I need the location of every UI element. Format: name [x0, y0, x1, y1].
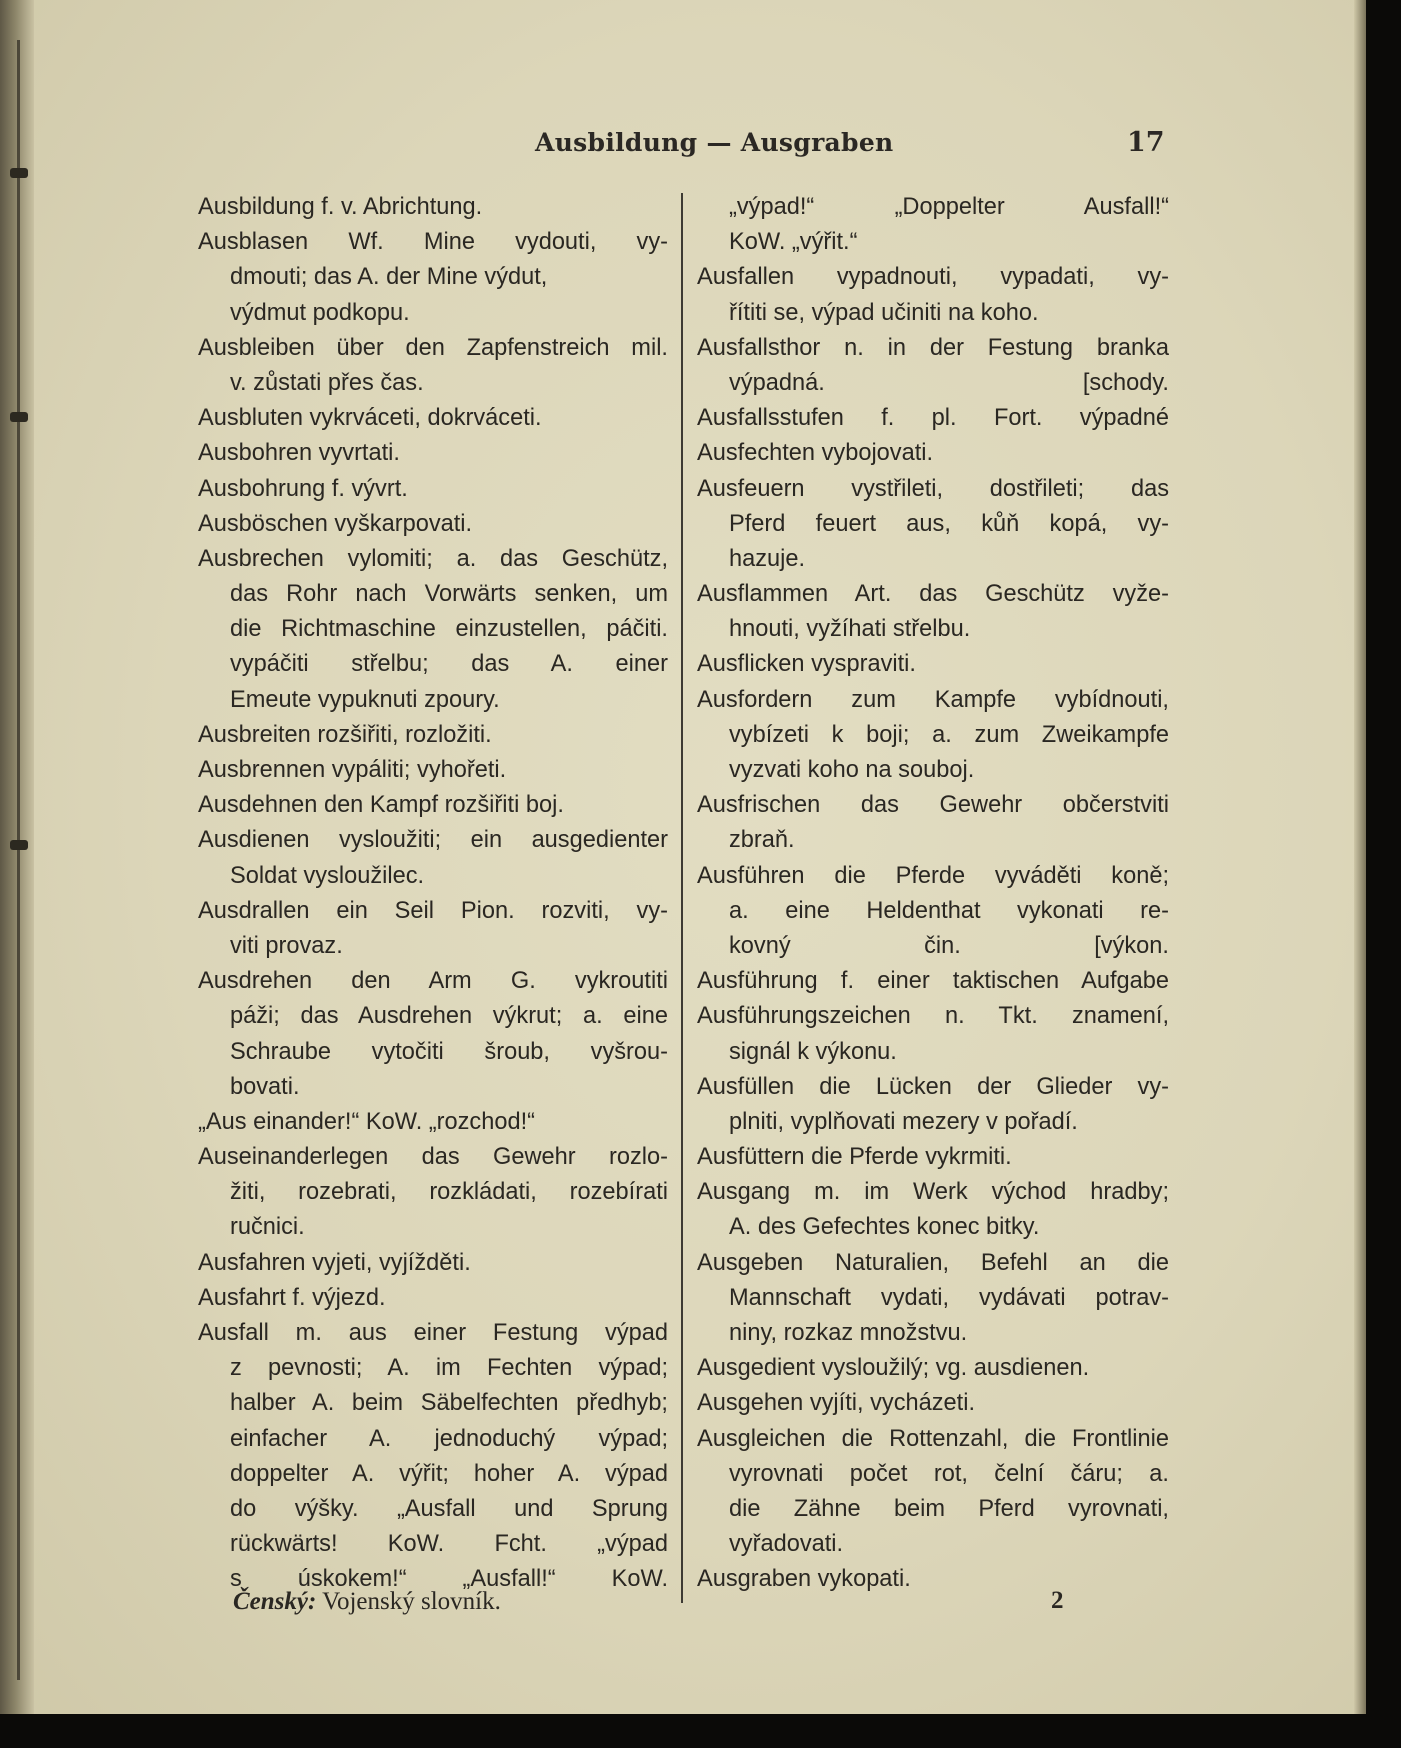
- dictionary-line: einfacher A. jednoduchý výpad;: [230, 1425, 668, 1452]
- dictionary-line: die Zähne beim Pferd vyrovnati,: [729, 1495, 1169, 1522]
- dictionary-line: Ausfall m. aus einer Festung výpad: [198, 1320, 668, 1346]
- dictionary-line: Ausblasen Wf. Mine vydouti, vy-: [198, 229, 668, 256]
- right-column: [697, 190, 1169, 1598]
- dictionary-line: „Aus einander!“ KoW. „rozchod!“: [198, 1108, 536, 1135]
- dictionary-line: Ausgehen vyjíti, vycházeti.: [697, 1390, 976, 1417]
- dictionary-line: zbraň.: [729, 827, 795, 854]
- dictionary-line: řítiti se, výpad učiniti na koho.: [729, 299, 1039, 326]
- dictionary-line: vyřadovati.: [729, 1531, 844, 1558]
- dictionary-line: Ausfordern zum Kampfe vybídnouti,: [697, 686, 1169, 713]
- dictionary-line: plniti, vyplňovati mezery v pořadí.: [729, 1108, 1078, 1135]
- dictionary-line: das Rohr nach Vorwärts senken, um: [230, 581, 668, 608]
- dictionary-line: Ausführen die Pferde vyváděti koně;: [697, 862, 1169, 889]
- dictionary-line: Ausführung f. einer taktischen Aufgabe: [697, 968, 1169, 995]
- book-binding: [0, 0, 34, 1748]
- dictionary-line: bovati.: [230, 1073, 300, 1100]
- dictionary-line: Ausböschen vyškarpovati.: [198, 510, 473, 537]
- dictionary-line: Ausbohren vyvrtati.: [198, 440, 400, 467]
- dictionary-line: ručnici.: [230, 1214, 305, 1241]
- dictionary-line: KoW. „výřit.“: [729, 229, 858, 256]
- dictionary-line: výpadná. [schody.: [729, 369, 1169, 396]
- dictionary-line: Ausgang m. im Werk východ hradby;: [697, 1179, 1169, 1206]
- dictionary-line: Soldat vysloužilec.: [230, 862, 425, 889]
- binding-mark: [10, 168, 28, 178]
- dictionary-line: Ausgleichen die Rottenzahl, die Frontlinie: [697, 1425, 1169, 1452]
- dictionary-line: výdmut podkopu.: [230, 299, 410, 326]
- dictionary-line: hazuje.: [729, 545, 806, 572]
- binding-mark: [10, 412, 28, 422]
- binding-mark: [10, 840, 28, 850]
- dictionary-line: Ausgeben Naturalien, Befehl an die: [697, 1249, 1169, 1276]
- page-number: 17: [1127, 127, 1165, 158]
- dictionary-line: Ausbohrung f. vývrt.: [198, 475, 408, 502]
- dictionary-line: Ausbreiten rozšiřiti, rozložiti.: [198, 721, 492, 748]
- dictionary-line: „výpad!“ „Doppelter Ausfall!“: [729, 194, 1169, 220]
- dictionary-line: Ausfallsstufen f. pl. Fort. výpadné: [697, 405, 1169, 432]
- dictionary-line: Ausfrischen das Gewehr občerstviti: [697, 792, 1169, 819]
- dictionary-line: Ausdehnen den Kampf rozšiřiti boj.: [198, 792, 564, 819]
- signature-line: [233, 1588, 501, 1616]
- dictionary-line: vyzvati koho na souboj.: [729, 757, 975, 783]
- page-edge-shadow: [1354, 0, 1366, 1748]
- dictionary-line: vypáčiti střelbu; das A. einer: [230, 651, 668, 678]
- dictionary-line: Ausbildung f. v. Abrichtung.: [198, 194, 483, 220]
- dictionary-line: doppelter A. výřit; hoher A. výpad: [230, 1460, 668, 1487]
- book-title: Vojenský slovník.: [322, 1588, 501, 1615]
- dictionary-line: Pferd feuert aus, kůň kopá, vy-: [729, 510, 1169, 537]
- dictionary-line: Auseinanderlegen das Gewehr rozlo-: [198, 1144, 668, 1171]
- dictionary-line: páži; das Ausdrehen výkrut; a. eine: [230, 1003, 668, 1030]
- dictionary-line: vyrovnati počet rot, čelní čáru; a.: [729, 1460, 1169, 1487]
- column-divider: [681, 193, 683, 1603]
- dictionary-line: die Richtmaschine einzustellen, páčiti.: [230, 616, 668, 643]
- dictionary-line: viti provaz.: [230, 932, 343, 959]
- dictionary-line: a. eine Heldenthat vykonati re-: [729, 897, 1169, 924]
- dictionary-line: s úskokem!“ „Ausfall!“ KoW.: [230, 1566, 668, 1593]
- dictionary-line: Ausbluten vykrváceti, dokrváceti.: [198, 405, 542, 432]
- dictionary-line: z pevnosti; A. im Fechten výpad;: [230, 1355, 668, 1382]
- dictionary-line: hnouti, vyžíhati střelbu.: [729, 616, 971, 643]
- dictionary-line: Ausfechten vybojovati.: [697, 440, 934, 467]
- dictionary-line: Ausflicken vyspraviti.: [697, 651, 916, 678]
- dictionary-line: v. zůstati přes čas.: [230, 369, 424, 396]
- dictionary-line: Ausbleiben über den Zapfenstreich mil.: [198, 334, 668, 361]
- dictionary-line: Ausfallen vypadnouti, vypadati, vy-: [697, 264, 1169, 291]
- left-column: [198, 190, 668, 1598]
- dictionary-line: Ausgraben vykopati.: [697, 1566, 911, 1593]
- dictionary-line: Ausfahren vyjeti, vyjížděti.: [198, 1249, 471, 1276]
- dictionary-line: niny, rozkaz množstvu.: [729, 1320, 968, 1346]
- scan-border: [0, 1714, 1401, 1748]
- dictionary-line: Mannschaft vydati, vydávati potrav-: [729, 1284, 1169, 1311]
- dictionary-line: Ausdrehen den Arm G. vykroutiti: [198, 968, 668, 995]
- dictionary-line: Ausdrallen ein Seil Pion. rozviti, vy-: [198, 897, 668, 924]
- dictionary-line: Ausfeuern vystřileti, dostřileti; das: [697, 475, 1169, 502]
- dictionary-line: Ausflammen Art. das Geschütz vyže-: [697, 581, 1169, 608]
- running-header: Ausbildung — Ausgraben: [535, 128, 894, 157]
- dictionary-line: Schraube vytočiti šroub, vyšrou-: [230, 1038, 668, 1065]
- dictionary-line: halber A. beim Säbelfechten předhyb;: [230, 1390, 668, 1417]
- dictionary-line: do výšky. „Ausfall und Sprung: [230, 1495, 668, 1522]
- dictionary-line: A. des Gefechtes konec bitky.: [729, 1214, 1040, 1241]
- dictionary-line: Ausfallsthor n. in der Festung branka: [697, 334, 1169, 361]
- dictionary-line: Emeute vypuknuti zpoury.: [230, 686, 500, 713]
- dictionary-line: Ausführungszeichen n. Tkt. znamení,: [697, 1003, 1169, 1030]
- dictionary-line: dmouti; das A. der Mine výdut,: [230, 264, 548, 291]
- binding-thread: [17, 40, 20, 1680]
- dictionary-line: Ausfahrt f. výjezd.: [198, 1284, 386, 1311]
- dictionary-line: signál k výkonu.: [729, 1038, 897, 1065]
- dictionary-line: žiti, rozebrati, rozkládati, rozebírati: [230, 1179, 668, 1206]
- dictionary-line: Ausdienen vysloužiti; ein ausgedienter: [198, 827, 668, 854]
- author-name: Čenský:: [233, 1588, 317, 1615]
- dictionary-line: Ausbrechen vylomiti; a. das Geschütz,: [198, 545, 668, 572]
- dictionary-line: vybízeti k boji; a. zum Zweikampfe: [729, 721, 1169, 748]
- dictionary-line: kovný čin. [výkon.: [729, 932, 1169, 959]
- dictionary-line: Ausbrennen vypáliti; vyhořeti.: [198, 757, 507, 783]
- dictionary-line: Ausfüttern die Pferde vykrmiti.: [697, 1144, 1012, 1171]
- dictionary-line: Ausfüllen die Lücken der Glieder vy-: [697, 1073, 1169, 1100]
- dictionary-line: rückwärts! KoW. Fcht. „výpad: [230, 1531, 668, 1558]
- dictionary-line: Ausgedient vysloužilý; vg. ausdienen.: [697, 1355, 1090, 1382]
- sheet-number: 2: [1051, 1587, 1064, 1614]
